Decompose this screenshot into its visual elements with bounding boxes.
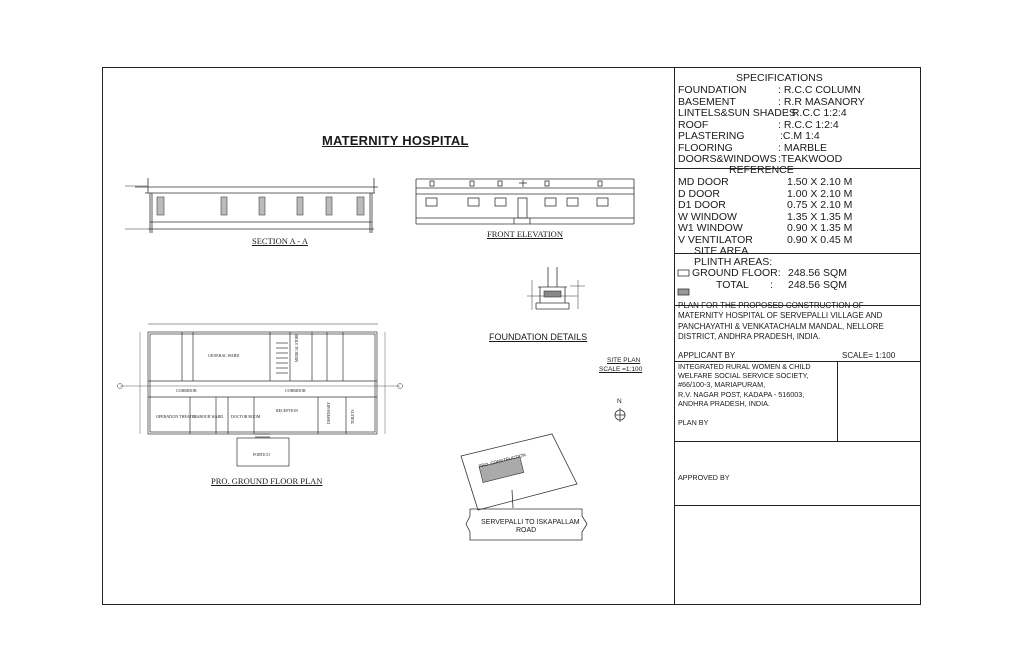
room-label: DOCTOR ROOM [231,414,261,419]
applicant-label: APPLICANT BY [678,351,736,360]
spec-value: : MARBLE [778,142,828,154]
spec-value: :TEAKWOOD [778,153,843,165]
room-label: TOILETS [351,409,355,424]
ground-floor-label: GROUND FLOOR: [692,267,781,279]
reference-value: 1.50 X 2.10 M [787,176,853,188]
drawing-scale: SCALE= 1:100 [842,351,896,360]
site-area-heading: SITE AREA [694,245,749,257]
room-label: OPERATION THEATRE [156,414,197,419]
foundation-footing [544,291,561,297]
reference-value: 1.35 X 1.35 M [787,211,853,223]
ground-floor-value: 248.56 SQM [788,267,847,279]
spec-label: FLOORING [678,142,733,154]
spec-value: : R.C.C 1:2:4 [786,107,847,119]
total-value: 248.56 SQM [788,279,847,291]
front-elevation-caption: FRONT ELEVATION [487,229,563,239]
reference-value: 1.00 X 2.10 M [787,188,853,200]
room-label: PORTICO [253,452,270,457]
room-label: RECEPTION [276,408,298,413]
road-label-line1: SERVEPALLI TO ISKAPALLAM [481,519,580,526]
page-title: MATERNITY HOSPITAL [322,133,469,148]
site-plan-scale: SCALE =1:100 [599,366,643,373]
reference-value: 0.75 X 2.10 M [787,199,853,211]
room-label: DISPENSARY [327,402,331,424]
spec-label: ROOF [678,119,709,131]
floor-plan-drawing [120,324,400,466]
ground-floor-swatch [678,270,689,276]
plan-by-label: PLAN BY [678,418,709,427]
total-label: TOTAL [716,279,749,291]
total-colon: : [770,279,773,291]
description-line: PANCHAYATHI & VENKATACHALM MANDAL, NELLORE [678,322,884,331]
spec-value: :C.M 1:4 [780,130,820,142]
spec-label: DOORS&WINDOWS [678,153,777,165]
applicant-line: R.V. NAGAR POST, KADAPA - 516003, [678,390,805,399]
pro-construction-label: PRO. CONSTRUCTION [478,452,527,469]
reference-label: W WINDOW [678,211,737,223]
spec-label: BASEMENT [678,96,736,108]
specifications-heading: SPECIFICATIONS [736,72,823,84]
road-label-line2: ROAD [516,527,537,534]
room-label: CORRIDOR [285,388,306,393]
room-label: MEDICAL STORE [295,333,299,362]
spec-label: FOUNDATION [678,84,747,96]
reference-label: D1 DOOR [678,199,726,211]
applicant-line: INTEGRATED RURAL WOMEN & CHILD [678,362,811,371]
applicant-line: #66/100-3, MARIAPURAM, [678,380,766,389]
spec-value: : R.C.C COLUMN [778,84,861,96]
applicant-line: WELFARE SOCIAL SERVICE SOCIETY, [678,371,809,380]
reference-label: V VENTILATOR [678,234,753,246]
description-line: DISTRICT, ANDHRA PRADESH, INDIA. [678,332,821,341]
approved-by-label: APPROVED BY [678,473,730,482]
foundation-caption: FOUNDATION DETAILS [489,332,588,342]
description-line: MATERNITY HOSPITAL OF SERVEPALLI VILLAGE AND [678,311,883,320]
north-label: N [617,398,622,405]
reference-label: W1 WINDOW [678,222,743,234]
applicant-line: ANDHRA PRADESH, INDIA. [678,399,770,408]
room-label: CORRIDOR [176,388,197,393]
reference-heading: REFERENCE [729,164,794,176]
spec-label: PLASTERING [678,130,745,142]
elevation-drawing [416,179,634,224]
reference-label: D DOOR [678,188,720,200]
total-swatch [678,289,689,295]
description-line: PLAN FOR THE PROPOSED CONSTRUCTION OF [678,301,864,310]
room-label: LABOUR WARD [194,414,224,419]
ground-floor-caption: PRO. GROUND FLOOR PLAN [211,476,323,486]
section-caption: SECTION A - A [252,236,308,246]
reference-label: MD DOOR [678,176,729,188]
room-label: GENERAL WARD [208,353,240,358]
spec-value: : R.C.C 1:2:4 [778,119,839,131]
section-openings [157,197,364,215]
reference-value: 0.90 X 0.45 M [787,234,853,246]
north-arrow [615,408,625,422]
spec-value: : R.R MASANORY [778,96,865,108]
spec-label: LINTELS&SUN SHADES [678,107,796,119]
plinth-areas-label: PLINTH AREAS: [694,256,773,268]
foundation-drawing [527,267,585,310]
site-plan-caption: SITE PLAN [607,357,641,364]
reference-value: 0.90 X 1.35 M [787,222,853,234]
